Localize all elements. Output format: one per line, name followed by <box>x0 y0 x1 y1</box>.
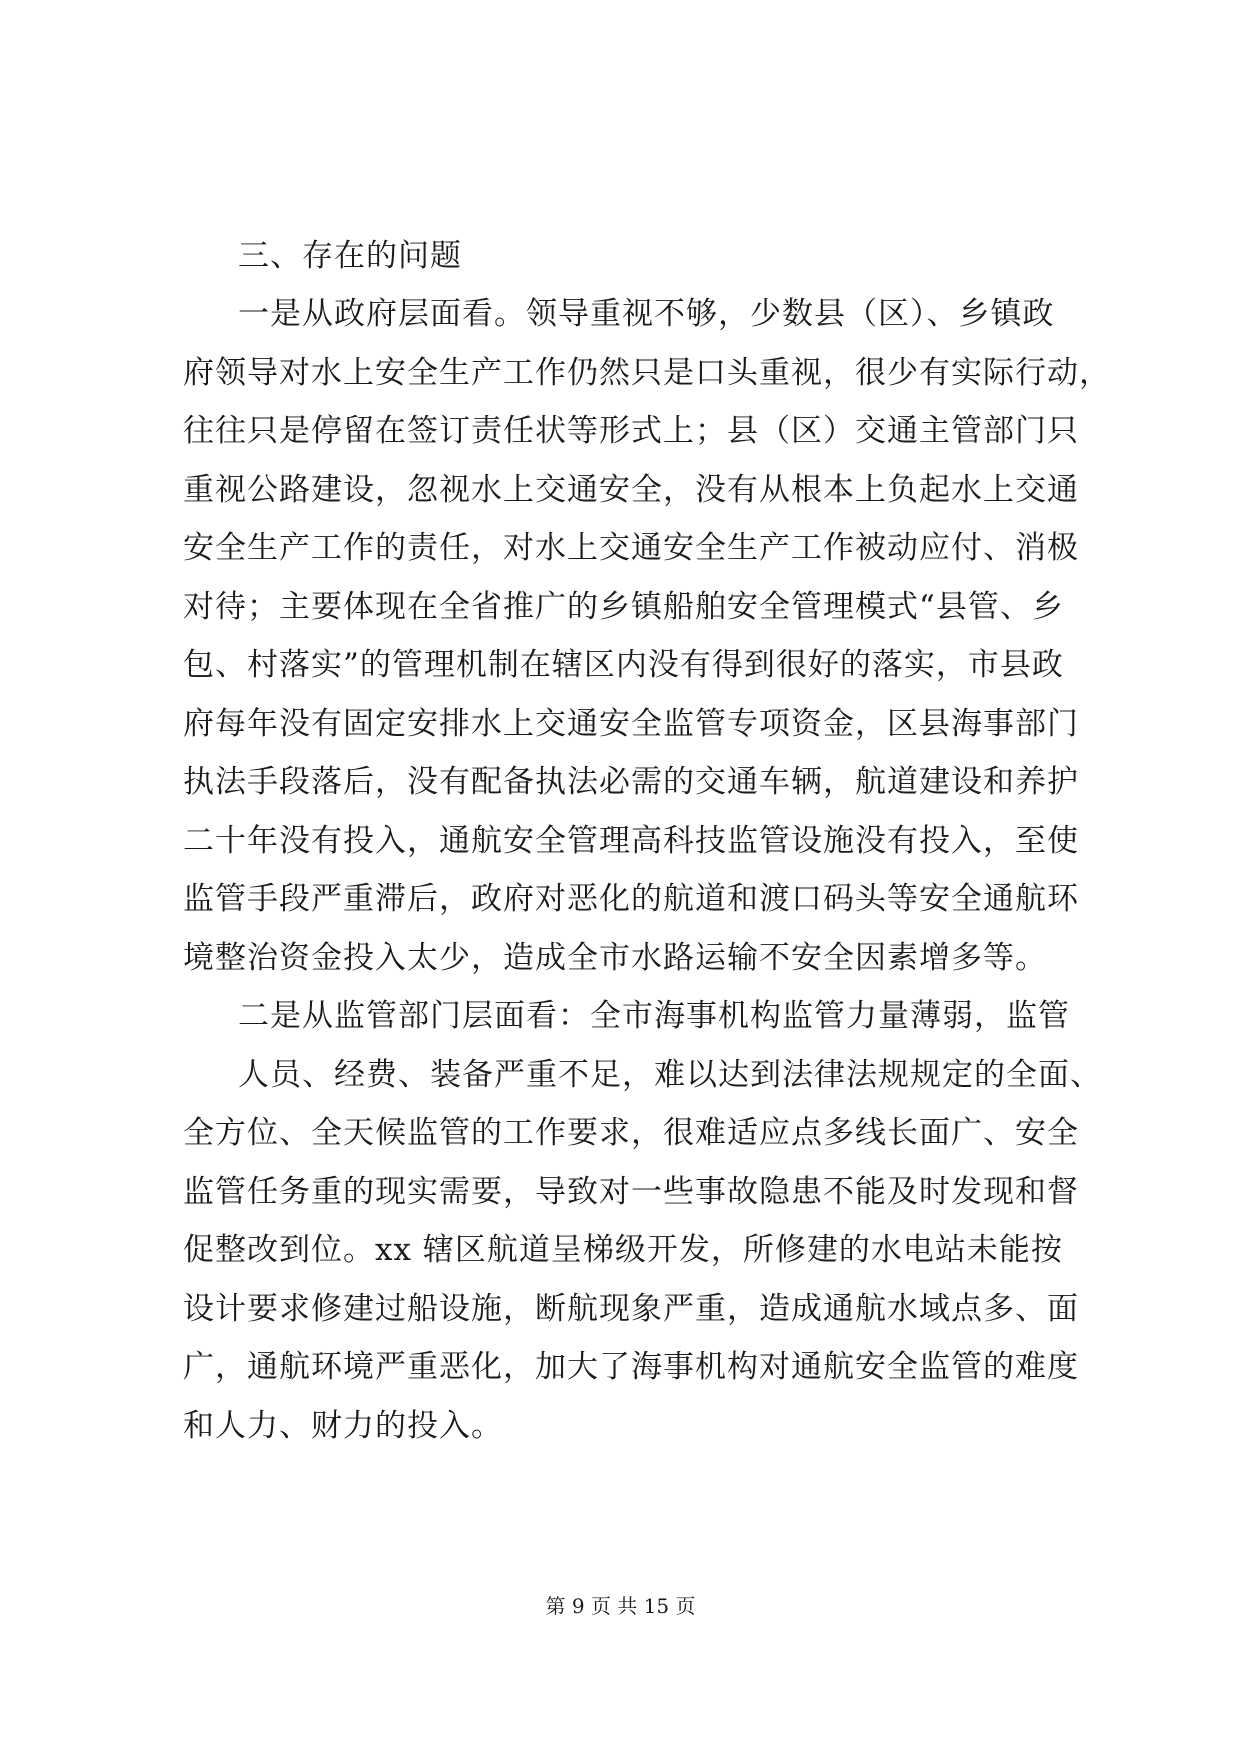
paragraph-2-line-2: 人员、经费、装备严重不足，难以达到法律法规规定的全面、 <box>238 1057 1102 1093</box>
paragraph-2-line-3: 全方位、全天候监管的工作要求，很难适应点多线长面广、安全 <box>183 1115 1079 1151</box>
paragraph-2-line-6: 设计要求修建过船设施，断航现象严重，造成通航水域点多、面 <box>183 1291 1079 1327</box>
paragraph-1-line-12: 境整治资金投入太少，造成全市水路运输不安全因素增多等。 <box>183 940 1047 976</box>
paragraph-1-line-7: 包、村落实”的管理机制在辖区内没有得到很好的落实，市县政 <box>183 647 1064 683</box>
paragraph-2-line-7: 广，通航环境严重恶化，加大了海事机构对通航安全监管的难度 <box>183 1349 1079 1385</box>
paragraph-2-line-8: 和人力、财力的投入。 <box>183 1408 503 1444</box>
paragraph-1-line-3: 往往只是停留在签订责任状等形式上；县（区）交通主管部门只 <box>183 413 1079 449</box>
paragraph-1-line-2: 府领导对水上安全生产工作仍然只是口头重视，很少有实际行动， <box>183 355 1111 391</box>
page-number-footer: 第 9 页 共 15 页 <box>545 1594 696 1618</box>
section-heading: 三、存在的问题 <box>238 238 462 274</box>
paragraph-1-line-8: 府每年没有固定安排水上交通安全监管专项资金，区县海事部门 <box>183 706 1079 742</box>
paragraph-2-line-1: 二是从监管部门层面看：全市海事机构监管力量薄弱，监管 <box>238 998 1070 1034</box>
paragraph-1-line-6: 对待；主要体现在全省推广的乡镇船舶安全管理模式“县管、乡 <box>183 589 1064 625</box>
paragraph-2-line-5: 促整改到位。xx 辖区航道呈梯级开发，所修建的水电站未能按 <box>183 1232 1063 1268</box>
paragraph-1-line-9: 执法手段落后，没有配备执法必需的交通车辆，航道建设和养护 <box>183 764 1079 800</box>
paragraph-1-line-10: 二十年没有投入，通航安全管理高科技监管设施没有投入，至使 <box>183 823 1079 859</box>
paragraph-1-line-4: 重视公路建设，忽视水上交通安全，没有从根本上负起水上交通 <box>183 472 1079 508</box>
paragraph-1-line-5: 安全生产工作的责任，对水上交通安全生产工作被动应付、消极 <box>183 530 1079 566</box>
paragraph-2-line-4: 监管任务重的现实需要，导致对一些事故隐患不能及时发现和督 <box>183 1174 1079 1210</box>
paragraph-1-line-11: 监管手段严重滞后，政府对恶化的航道和渡口码头等安全通航环 <box>183 881 1079 917</box>
paragraph-1-line-1: 一是从政府层面看。领导重视不够，少数县（区）、乡镇政 <box>238 296 1055 332</box>
